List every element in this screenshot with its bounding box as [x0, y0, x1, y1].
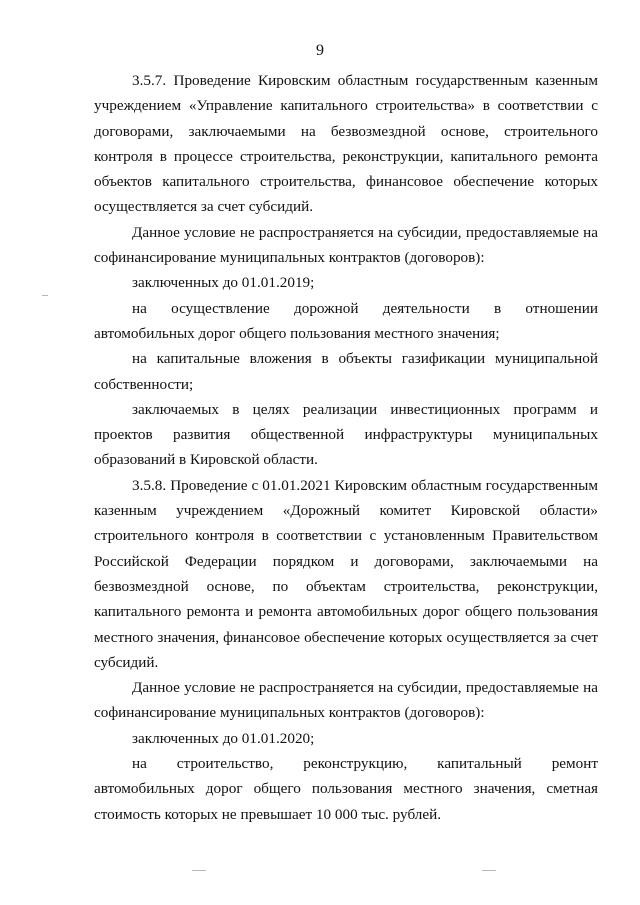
paragraph-3-5-7: 3.5.7. Проведение Кировским областным государственным казенным учреждением «Управление капитального строительства» в соответствии с договорами, заключаемыми на безвозмездной основе, строительного контроля в процессе строительства, реконструкции, капитального ремонта объектов капитального строительства, финансовое обеспечение которых осуществляется за счет субсидий. [94, 72, 598, 216]
paragraph-list-item: заключенных до 01.01.2019; [132, 274, 315, 292]
paragraph-3-5-8: 3.5.8. Проведение с 01.01.2021 Кировским областным государственным казенным учреждением «Дорожный комитет Кировской области» строительного контроля в соответствии с установленным Правительством Российской Федерации порядком и договорами, заключаемыми на безвозмездной основе, по объектам строительства, реконструкции, капитального ремонта и ремонта автомобильных дорог общего пользования местного значения, финансовое обеспечение которых осуществляется за счет субсидий. [94, 476, 598, 671]
scan-mark [192, 870, 206, 871]
paragraph-list-item: на осуществление дорожной деятельности в отношении автомобильных дорог общего пользования местного значения; [94, 299, 598, 342]
scan-mark [42, 295, 48, 296]
paragraph-list-item: заключенных до 01.01.2020; [132, 729, 315, 747]
page-number: 9 [316, 42, 324, 59]
paragraph-list-item: заключаемых в целях реализации инвестиционных программ и проектов развития общественной инфраструктуры муниципальных образований в Кировской области. [94, 400, 598, 469]
paragraph-list-item: на капитальные вложения в объекты газификации муниципальной собственности; [94, 350, 598, 393]
paragraph-exception-intro: Данное условие не распространяется на субсидии, предоставляемые на софинансирование муниципальных контрактов (договоров): [94, 679, 598, 722]
document-body [94, 68, 598, 827]
scan-mark [482, 870, 496, 871]
paragraph-exception-intro: Данное условие не распространяется на субсидии, предоставляемые на софинансирование муниципальных контрактов (договоров): [94, 223, 598, 267]
paragraph-list-item: на строительство, реконструкцию, капитальный ремонт автомобильных дорог общего пользования местного значения, сметная стоимость которых не превышает 10 000 тыс. рублей. [94, 755, 598, 823]
